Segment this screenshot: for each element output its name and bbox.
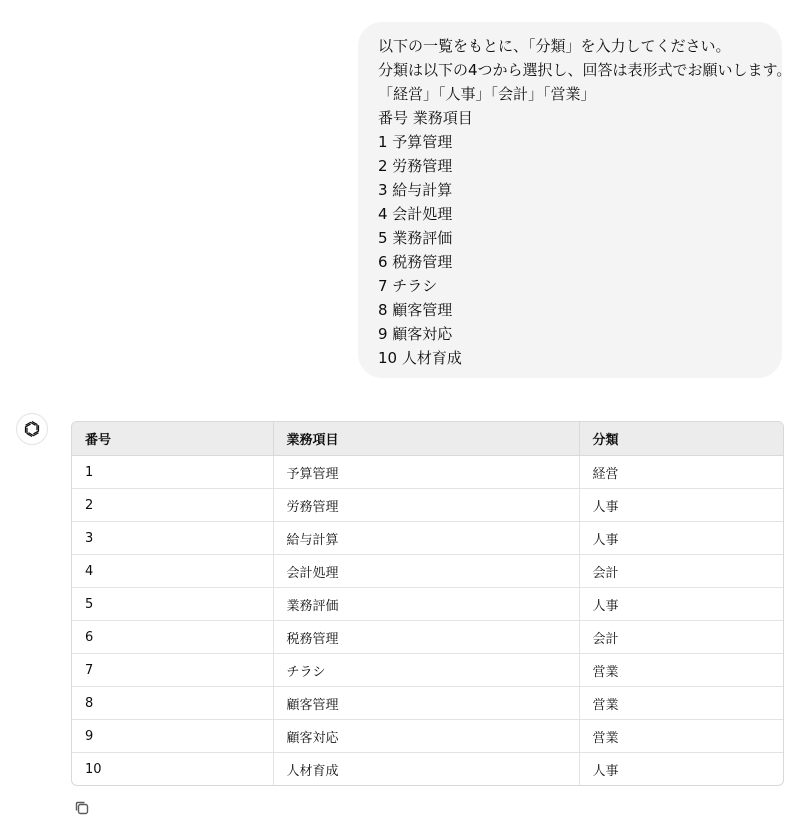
user-message-text — [378, 34, 792, 370]
table-row — [72, 654, 783, 687]
user-message-line: 以下の一覧をもとに、「分類」を入力してください。 — [378, 37, 731, 55]
user-message-bubble — [358, 22, 792, 378]
user-message-line: 6 税務管理 — [378, 253, 453, 271]
header-category: 分類 — [579, 422, 783, 456]
header-task: 業務項目 — [273, 422, 579, 456]
user-message-line: 分類は以下の4つから選択し、回答は表形式でお願いします。 — [378, 61, 792, 79]
cell-category: 営業 — [579, 720, 783, 753]
assistant-avatar — [16, 413, 48, 445]
table-row — [72, 588, 783, 621]
cell-task: 顧客対応 — [273, 720, 579, 753]
cell-category: 人事 — [579, 522, 783, 555]
user-message-line: 「経営」「人事」「会計」「営業」 — [378, 85, 596, 103]
header-number: 番号 — [72, 422, 273, 456]
table-row — [72, 720, 783, 753]
table-row — [72, 687, 783, 720]
cell-task: 会計処理 — [273, 555, 579, 588]
table-row — [72, 522, 783, 555]
cell-category: 人事 — [579, 489, 783, 522]
cell-number: 1 — [72, 456, 273, 489]
cell-category: 営業 — [579, 687, 783, 720]
cell-category: 経営 — [579, 456, 783, 489]
table-row — [72, 555, 783, 588]
user-message-line: 1 予算管理 — [378, 133, 453, 151]
cell-task: 予算管理 — [273, 456, 579, 489]
cell-number: 3 — [72, 522, 273, 555]
cell-task: 業務評価 — [273, 588, 579, 621]
cell-number: 4 — [72, 555, 273, 588]
cell-task: 人材育成 — [273, 753, 579, 786]
cell-category: 営業 — [579, 654, 783, 687]
cell-task: 税務管理 — [273, 621, 579, 654]
copy-button[interactable] — [73, 799, 91, 817]
user-message-line: 9 顧客対応 — [378, 325, 453, 343]
table-row — [72, 621, 783, 654]
table-row — [72, 489, 783, 522]
table-row — [72, 753, 783, 786]
user-message-line: 7 チラシ — [378, 277, 438, 295]
cell-number: 10 — [72, 753, 273, 786]
cell-task: 顧客管理 — [273, 687, 579, 720]
cell-category: 会計 — [579, 621, 783, 654]
user-message-line: 4 会計処理 — [378, 205, 453, 223]
user-message-line: 5 業務評価 — [378, 229, 453, 247]
classification-table — [71, 421, 784, 786]
user-message-line: 8 顧客管理 — [378, 301, 453, 319]
cell-task: 労務管理 — [273, 489, 579, 522]
table-header-row — [72, 422, 783, 456]
cell-category: 人事 — [592, 763, 619, 779]
table-row — [72, 456, 783, 489]
cell-number: 5 — [72, 588, 273, 621]
copy-icon — [73, 799, 91, 817]
cell-number: 9 — [72, 720, 273, 753]
user-message-line: 2 労務管理 — [378, 157, 453, 175]
cell-number: 7 — [72, 654, 273, 687]
cell-number: 8 — [72, 687, 273, 720]
user-message-line: 10 人材育成 — [378, 349, 462, 367]
cell-task: チラシ — [273, 654, 579, 687]
user-message-line: 3 給与計算 — [378, 181, 453, 199]
cell-number: 6 — [72, 621, 273, 654]
cell-category: 人事 — [579, 588, 783, 621]
user-message-line: 番号 業務項目 — [378, 109, 473, 127]
openai-logo-icon — [22, 419, 42, 439]
cell-number: 2 — [72, 489, 273, 522]
cell-category: 会計 — [579, 555, 783, 588]
cell-task: 給与計算 — [273, 522, 579, 555]
